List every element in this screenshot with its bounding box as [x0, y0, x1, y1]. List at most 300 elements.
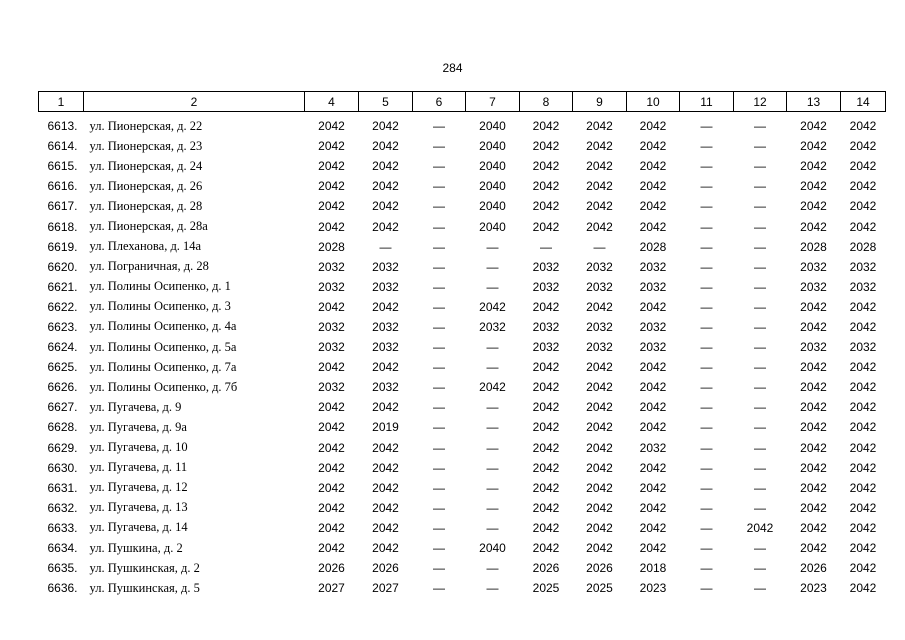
- address-cell: ул. Пушкинская, д. 2: [89, 560, 200, 575]
- value-cell: —: [433, 400, 445, 415]
- header-cell: 11: [680, 92, 734, 112]
- value-cell: 2042: [532, 119, 560, 134]
- row-number-cell: 6624.: [47, 340, 78, 355]
- row-number-cell: 6634.: [47, 541, 78, 556]
- address-cell: ул. Пугачева, д. 9: [89, 399, 182, 414]
- value-cell: 2042: [372, 159, 399, 174]
- row-number-cell: 6618.: [47, 219, 78, 234]
- value-cell: 2042: [849, 440, 877, 455]
- value-cell: 2042: [639, 360, 667, 375]
- header-cell: 2: [84, 92, 305, 112]
- value-cell: 2026: [318, 561, 345, 576]
- value-cell: 2042: [532, 179, 560, 194]
- value-cell: 2042: [800, 179, 827, 194]
- value-cell: —: [700, 179, 713, 194]
- value-cell: —: [433, 159, 445, 174]
- value-cell: 2042: [318, 480, 345, 495]
- value-cell: 2042: [849, 500, 877, 515]
- value-cell: 2042: [800, 219, 827, 234]
- table-row: [39, 377, 886, 397]
- header-cell: 13: [787, 92, 841, 112]
- address-cell: ул. Пограничная, д. 28: [89, 259, 209, 274]
- value-cell: —: [754, 500, 766, 515]
- value-cell: —: [486, 400, 499, 415]
- value-cell: 2040: [479, 119, 506, 134]
- row-number-cell: 6627.: [47, 400, 78, 415]
- value-cell: 2023: [800, 581, 827, 596]
- table-row: [39, 216, 886, 236]
- value-cell: 2042: [532, 360, 560, 375]
- header-cell: 6: [413, 92, 466, 112]
- value-cell: 2026: [532, 561, 560, 576]
- value-cell: —: [700, 520, 713, 535]
- value-cell: 2032: [849, 340, 877, 355]
- value-cell: 2032: [639, 319, 667, 334]
- value-cell: 2042: [532, 440, 560, 455]
- value-cell: 2042: [586, 159, 613, 174]
- value-cell: 2042: [849, 520, 877, 535]
- value-cell: 2040: [479, 541, 506, 556]
- value-cell: 2032: [318, 259, 345, 274]
- value-cell: —: [754, 139, 766, 154]
- value-cell: 2042: [532, 159, 560, 174]
- value-cell: —: [486, 239, 499, 254]
- table-row: [39, 297, 886, 317]
- value-cell: 2042: [586, 460, 613, 475]
- value-cell: —: [486, 520, 499, 535]
- value-cell: 2026: [372, 561, 399, 576]
- value-cell: 2032: [532, 319, 560, 334]
- table-row: [39, 196, 886, 216]
- row-number-cell: 6616.: [47, 179, 78, 194]
- value-cell: —: [700, 480, 713, 495]
- value-cell: —: [486, 279, 499, 294]
- address-cell: ул. Полины Осипенко, д. 7а: [89, 359, 237, 374]
- row-number-cell: 6632.: [47, 500, 78, 515]
- value-cell: —: [486, 480, 499, 495]
- address-cell: ул. Пионерская, д. 23: [89, 138, 203, 153]
- value-cell: 2042: [849, 420, 877, 435]
- header-cell: 9: [573, 92, 627, 112]
- value-cell: 2042: [586, 400, 613, 415]
- row-number-cell: 6623.: [47, 319, 78, 334]
- value-cell: 2028: [318, 239, 345, 254]
- value-cell: 2032: [800, 340, 827, 355]
- value-cell: —: [754, 581, 766, 596]
- table-header-row: [39, 92, 886, 112]
- value-cell: 2028: [639, 239, 667, 254]
- value-cell: 2042: [639, 299, 667, 314]
- value-cell: —: [754, 420, 766, 435]
- value-cell: —: [433, 219, 445, 234]
- value-cell: 2042: [586, 380, 613, 395]
- header-cell: 7: [466, 92, 520, 112]
- address-cell: ул. Пугачева, д. 9а: [89, 419, 187, 434]
- row-number-cell: 6615.: [47, 159, 78, 174]
- table-row: [39, 478, 886, 498]
- value-cell: 2042: [800, 119, 827, 134]
- address-cell: ул. Пушкинская, д. 5: [89, 580, 200, 595]
- table-row: [39, 538, 886, 558]
- address-cell: ул. Полины Осипенко, д. 5а: [89, 339, 237, 354]
- value-cell: 2042: [849, 219, 877, 234]
- value-cell: 2042: [372, 400, 399, 415]
- value-cell: 2042: [800, 460, 827, 475]
- value-cell: 2032: [532, 340, 560, 355]
- value-cell: 2026: [586, 561, 613, 576]
- value-cell: 2042: [318, 219, 345, 234]
- value-cell: 2042: [318, 199, 345, 214]
- value-cell: 2042: [849, 480, 877, 495]
- value-cell: —: [754, 159, 766, 174]
- value-cell: 2042: [586, 420, 613, 435]
- value-cell: 2042: [800, 440, 827, 455]
- value-cell: —: [700, 219, 713, 234]
- value-cell: 2032: [372, 380, 399, 395]
- value-cell: —: [486, 581, 499, 596]
- value-cell: 2042: [639, 159, 667, 174]
- value-cell: —: [433, 259, 445, 274]
- value-cell: 2025: [586, 581, 613, 596]
- address-cell: ул. Пугачева, д. 14: [89, 520, 188, 535]
- value-cell: 2032: [849, 279, 877, 294]
- table-row: [39, 397, 886, 417]
- value-cell: 2042: [586, 480, 613, 495]
- table-row: [39, 498, 886, 518]
- value-cell: 2042: [318, 159, 345, 174]
- value-cell: 2025: [532, 581, 560, 596]
- value-cell: 2042: [532, 500, 560, 515]
- table-row: [39, 112, 886, 137]
- value-cell: 2042: [532, 199, 560, 214]
- value-cell: 2042: [318, 460, 345, 475]
- value-cell: 2042: [639, 420, 667, 435]
- value-cell: —: [700, 279, 713, 294]
- value-cell: 2032: [586, 340, 613, 355]
- value-cell: —: [486, 561, 499, 576]
- value-cell: 2040: [479, 159, 506, 174]
- value-cell: —: [700, 581, 713, 596]
- value-cell: 2042: [849, 319, 877, 334]
- row-number-cell: 6621.: [47, 279, 78, 294]
- value-cell: —: [754, 179, 766, 194]
- header-cell: 1: [39, 92, 84, 112]
- value-cell: —: [700, 239, 713, 254]
- address-cell: ул. Пугачева, д. 11: [89, 460, 188, 475]
- value-cell: —: [540, 239, 552, 254]
- value-cell: 2032: [586, 279, 613, 294]
- value-cell: —: [433, 520, 445, 535]
- value-cell: 2042: [639, 380, 667, 395]
- value-cell: 2042: [532, 541, 560, 556]
- value-cell: 2042: [849, 360, 877, 375]
- value-cell: 2042: [849, 299, 877, 314]
- value-cell: 2042: [800, 299, 827, 314]
- value-cell: 2042: [318, 440, 345, 455]
- value-cell: 2042: [800, 319, 827, 334]
- value-cell: 2032: [372, 319, 399, 334]
- value-cell: 2032: [639, 279, 667, 294]
- value-cell: 2032: [639, 340, 667, 355]
- header-cell: 5: [359, 92, 413, 112]
- value-cell: —: [700, 199, 713, 214]
- value-cell: 2028: [849, 239, 877, 254]
- table-row: [39, 317, 886, 337]
- table-row: [39, 458, 886, 478]
- value-cell: 2042: [586, 299, 613, 314]
- value-cell: —: [486, 460, 499, 475]
- value-cell: —: [754, 561, 766, 576]
- address-cell: ул. Пионерская, д. 28а: [89, 219, 208, 234]
- row-number-cell: 6614.: [47, 139, 78, 154]
- value-cell: 2032: [318, 380, 345, 395]
- value-cell: 2042: [800, 380, 827, 395]
- value-cell: 2042: [532, 139, 560, 154]
- value-cell: —: [433, 561, 445, 576]
- row-number-cell: 6620.: [47, 259, 78, 274]
- header-cell: 8: [520, 92, 573, 112]
- value-cell: —: [486, 420, 499, 435]
- value-cell: 2042: [318, 139, 345, 154]
- row-number-cell: 6631.: [47, 480, 78, 495]
- value-cell: 2042: [800, 400, 827, 415]
- table-row: [39, 237, 886, 257]
- value-cell: 2042: [532, 420, 560, 435]
- value-cell: 2023: [639, 581, 667, 596]
- value-cell: 2042: [532, 520, 560, 535]
- table-row: [39, 136, 886, 156]
- value-cell: —: [433, 199, 445, 214]
- value-cell: 2042: [849, 179, 877, 194]
- value-cell: 2042: [532, 380, 560, 395]
- value-cell: 2042: [849, 139, 877, 154]
- value-cell: 2042: [800, 500, 827, 515]
- value-cell: —: [754, 199, 766, 214]
- value-cell: 2042: [318, 119, 345, 134]
- value-cell: 2042: [479, 299, 506, 314]
- value-cell: —: [433, 279, 445, 294]
- value-cell: —: [754, 460, 766, 475]
- address-cell: ул. Пугачева, д. 10: [89, 440, 188, 455]
- value-cell: 2042: [800, 360, 827, 375]
- value-cell: —: [433, 179, 445, 194]
- value-cell: 2032: [639, 440, 667, 455]
- value-cell: —: [754, 119, 766, 134]
- value-cell: 2042: [318, 520, 345, 535]
- row-number-cell: 6626.: [47, 380, 78, 395]
- value-cell: —: [754, 340, 766, 355]
- value-cell: 2042: [800, 541, 827, 556]
- header-cell: 4: [305, 92, 359, 112]
- address-cell: ул. Полины Осипенко, д. 1: [89, 279, 231, 294]
- table-row: [39, 337, 886, 357]
- value-cell: —: [700, 460, 713, 475]
- address-cell: ул. Пугачева, д. 13: [89, 500, 188, 515]
- value-cell: —: [700, 299, 713, 314]
- row-number-cell: 6636.: [47, 581, 78, 596]
- value-cell: —: [486, 360, 499, 375]
- value-cell: 2042: [318, 360, 345, 375]
- header-cell: 14: [841, 92, 886, 112]
- header-cell: 12: [734, 92, 787, 112]
- address-cell: ул. Полины Осипенко, д. 3: [89, 299, 231, 314]
- row-number-cell: 6629.: [47, 440, 78, 455]
- value-cell: 2042: [372, 480, 399, 495]
- address-cell: ул. Пионерская, д. 26: [89, 178, 203, 193]
- value-cell: 2032: [586, 259, 613, 274]
- address-cell: ул. Полины Осипенко, д. 7б: [89, 379, 238, 394]
- value-cell: —: [433, 460, 445, 475]
- value-cell: —: [486, 500, 499, 515]
- value-cell: —: [754, 279, 766, 294]
- value-cell: 2042: [639, 500, 667, 515]
- value-cell: 2042: [586, 541, 613, 556]
- value-cell: —: [754, 360, 766, 375]
- value-cell: 2042: [639, 219, 667, 234]
- value-cell: —: [754, 400, 766, 415]
- value-cell: —: [433, 319, 445, 334]
- address-cell: ул. Пионерская, д. 22: [89, 118, 203, 133]
- value-cell: —: [433, 360, 445, 375]
- value-cell: 2042: [639, 400, 667, 415]
- value-cell: 2042: [849, 159, 877, 174]
- value-cell: —: [433, 380, 445, 395]
- value-cell: —: [433, 581, 445, 596]
- address-cell: ул. Плеханова, д. 14а: [89, 239, 202, 254]
- value-cell: —: [433, 340, 445, 355]
- value-cell: 2042: [372, 440, 399, 455]
- value-cell: 2042: [639, 460, 667, 475]
- row-number-cell: 6625.: [47, 360, 78, 375]
- value-cell: 2042: [372, 360, 399, 375]
- value-cell: 2032: [586, 319, 613, 334]
- value-cell: —: [433, 500, 445, 515]
- table-row: [39, 357, 886, 377]
- table-row: [39, 176, 886, 196]
- value-cell: 2042: [849, 561, 877, 576]
- value-cell: 2042: [800, 199, 827, 214]
- value-cell: 2042: [586, 139, 613, 154]
- value-cell: 2018: [639, 561, 667, 576]
- value-cell: 2042: [479, 380, 506, 395]
- value-cell: —: [754, 259, 766, 274]
- value-cell: —: [486, 440, 499, 455]
- value-cell: 2042: [372, 119, 399, 134]
- value-cell: —: [379, 239, 392, 254]
- table-row: [39, 417, 886, 437]
- value-cell: —: [700, 500, 713, 515]
- value-cell: 2032: [639, 259, 667, 274]
- value-cell: 2042: [586, 119, 613, 134]
- value-cell: 2040: [479, 199, 506, 214]
- value-cell: —: [433, 139, 445, 154]
- value-cell: —: [700, 319, 713, 334]
- table-row: [39, 156, 886, 176]
- value-cell: 2042: [318, 299, 345, 314]
- value-cell: 2042: [849, 460, 877, 475]
- value-cell: 2027: [318, 581, 345, 596]
- value-cell: 2042: [586, 500, 613, 515]
- address-cell: ул. Пионерская, д. 28: [89, 198, 203, 213]
- value-cell: —: [486, 259, 499, 274]
- value-cell: —: [700, 541, 713, 556]
- value-cell: —: [486, 340, 499, 355]
- value-cell: 2042: [318, 541, 345, 556]
- value-cell: 2032: [372, 259, 399, 274]
- value-cell: 2042: [372, 179, 399, 194]
- value-cell: 2032: [532, 279, 560, 294]
- value-cell: 2026: [800, 561, 827, 576]
- value-cell: 2042: [586, 520, 613, 535]
- value-cell: —: [754, 319, 766, 334]
- value-cell: 2032: [318, 279, 345, 294]
- value-cell: —: [433, 299, 445, 314]
- value-cell: 2032: [479, 319, 506, 334]
- value-cell: 2042: [639, 139, 667, 154]
- value-cell: —: [433, 420, 445, 435]
- value-cell: —: [700, 139, 713, 154]
- row-number-cell: 6613.: [47, 119, 78, 134]
- table-row: [39, 578, 886, 598]
- table-row: [39, 558, 886, 578]
- value-cell: 2040: [479, 139, 506, 154]
- value-cell: —: [593, 239, 606, 254]
- value-cell: 2027: [372, 581, 399, 596]
- value-cell: 2042: [318, 420, 345, 435]
- value-cell: 2042: [586, 179, 613, 194]
- value-cell: 2042: [800, 139, 827, 154]
- value-cell: 2042: [800, 480, 827, 495]
- value-cell: 2042: [800, 159, 827, 174]
- value-cell: 2042: [639, 119, 667, 134]
- value-cell: 2042: [586, 219, 613, 234]
- value-cell: —: [754, 219, 766, 234]
- value-cell: 2042: [849, 119, 877, 134]
- value-cell: —: [754, 299, 766, 314]
- table-row: [39, 257, 886, 277]
- value-cell: 2042: [372, 500, 399, 515]
- value-cell: 2032: [318, 340, 345, 355]
- value-cell: 2042: [372, 139, 399, 154]
- value-cell: 2042: [532, 460, 560, 475]
- value-cell: 2042: [849, 199, 877, 214]
- value-cell: —: [433, 239, 445, 254]
- value-cell: 2042: [318, 500, 345, 515]
- value-cell: 2042: [372, 199, 399, 214]
- value-cell: —: [754, 480, 766, 495]
- value-cell: 2042: [849, 541, 877, 556]
- value-cell: 2042: [318, 179, 345, 194]
- row-number-cell: 6633.: [47, 520, 78, 535]
- header-cell: 10: [627, 92, 680, 112]
- value-cell: 2042: [639, 199, 667, 214]
- value-cell: —: [754, 239, 766, 254]
- row-number-cell: 6628.: [47, 420, 78, 435]
- row-number-cell: 6622.: [47, 299, 78, 314]
- value-cell: —: [754, 541, 766, 556]
- value-cell: 2042: [318, 400, 345, 415]
- value-cell: 2042: [639, 520, 667, 535]
- value-cell: 2042: [586, 360, 613, 375]
- value-cell: —: [700, 259, 713, 274]
- value-cell: 2040: [479, 219, 506, 234]
- value-cell: 2042: [532, 299, 560, 314]
- data-table: [38, 91, 886, 598]
- value-cell: 2019: [372, 420, 399, 435]
- value-cell: 2042: [800, 420, 827, 435]
- value-cell: 2042: [746, 520, 774, 535]
- value-cell: 2042: [639, 480, 667, 495]
